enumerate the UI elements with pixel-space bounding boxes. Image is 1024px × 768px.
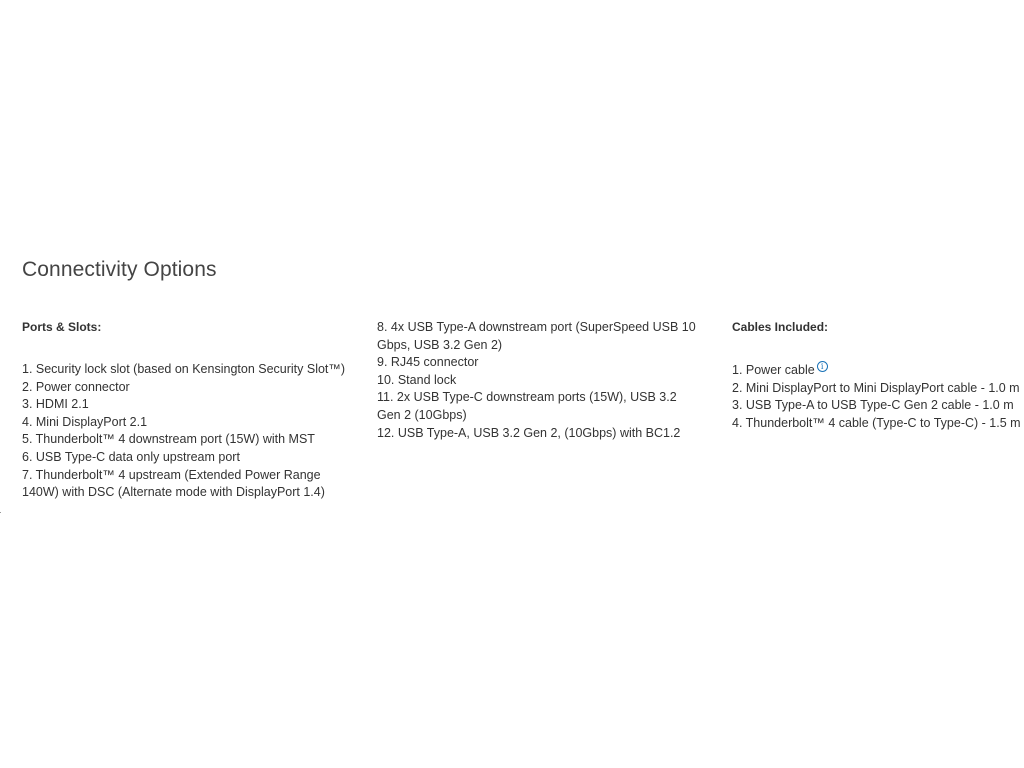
ports-list-part-2 [377,319,702,442]
cable-item-3: 3. USB Type-A to USB Type-C Gen 2 cable - 1.0 m [732,398,1014,413]
port-item-8: 8. 4x USB Type-A downstream port (SuperSpeed USB 10 Gbps, USB 3.2 Gen 2) [377,320,696,352]
cable-item-2: 2. Mini DisplayPort to Mini DisplayPort cable - 1.0 m [732,380,1020,395]
cable-item-1 [732,361,1022,380]
ports-column-1 [22,319,352,502]
port-item-3: 3. HDMI 2.1 [22,397,89,412]
cable-item-1-label: 1. Power cable [732,363,815,377]
ports-list-part-1 [22,361,352,502]
cable-item-4: 4. Thunderbolt™ 4 cable (Type-C to Type-C) - 1.5 m [732,415,1021,430]
port-item-12: 12. USB Type-A, USB 3.2 Gen 2, (10Gbps) with BC1.2 [377,425,681,440]
port-item-6: 6. USB Type-C data only upstream port [22,449,240,464]
info-icon[interactable]: i [817,361,828,372]
cables-column [732,319,1022,432]
port-item-11: 11. 2x USB Type-C downstream ports (15W), USB 3.2 Gen 2 (10Gbps) [377,390,677,422]
port-item-5: 5. Thunderbolt™ 4 downstream port (15W) with MST [22,432,315,447]
ports-heading: Ports & Slots: [22,320,102,334]
port-item-2: 2. Power connector [22,379,130,394]
cables-heading: Cables Included: [732,320,829,334]
port-item-1: 1. Security lock slot (based on Kensington Security Slot™) [22,362,346,376]
ports-column-2 [377,319,702,442]
port-item-9: 9. RJ45 connector [377,355,479,370]
port-item-4: 4. Mini DisplayPort 2.1 [22,414,148,429]
port-item-10: 10. Stand lock [377,372,457,387]
cables-list [732,361,1022,432]
stray-mark [0,512,1,513]
port-item-7: 7. Thunderbolt™ 4 upstream (Extended Power Range 140W) with DSC (Alternate mode with DisplayPort 1.4) [22,467,325,500]
section-title: Connectivity Options [22,258,217,281]
